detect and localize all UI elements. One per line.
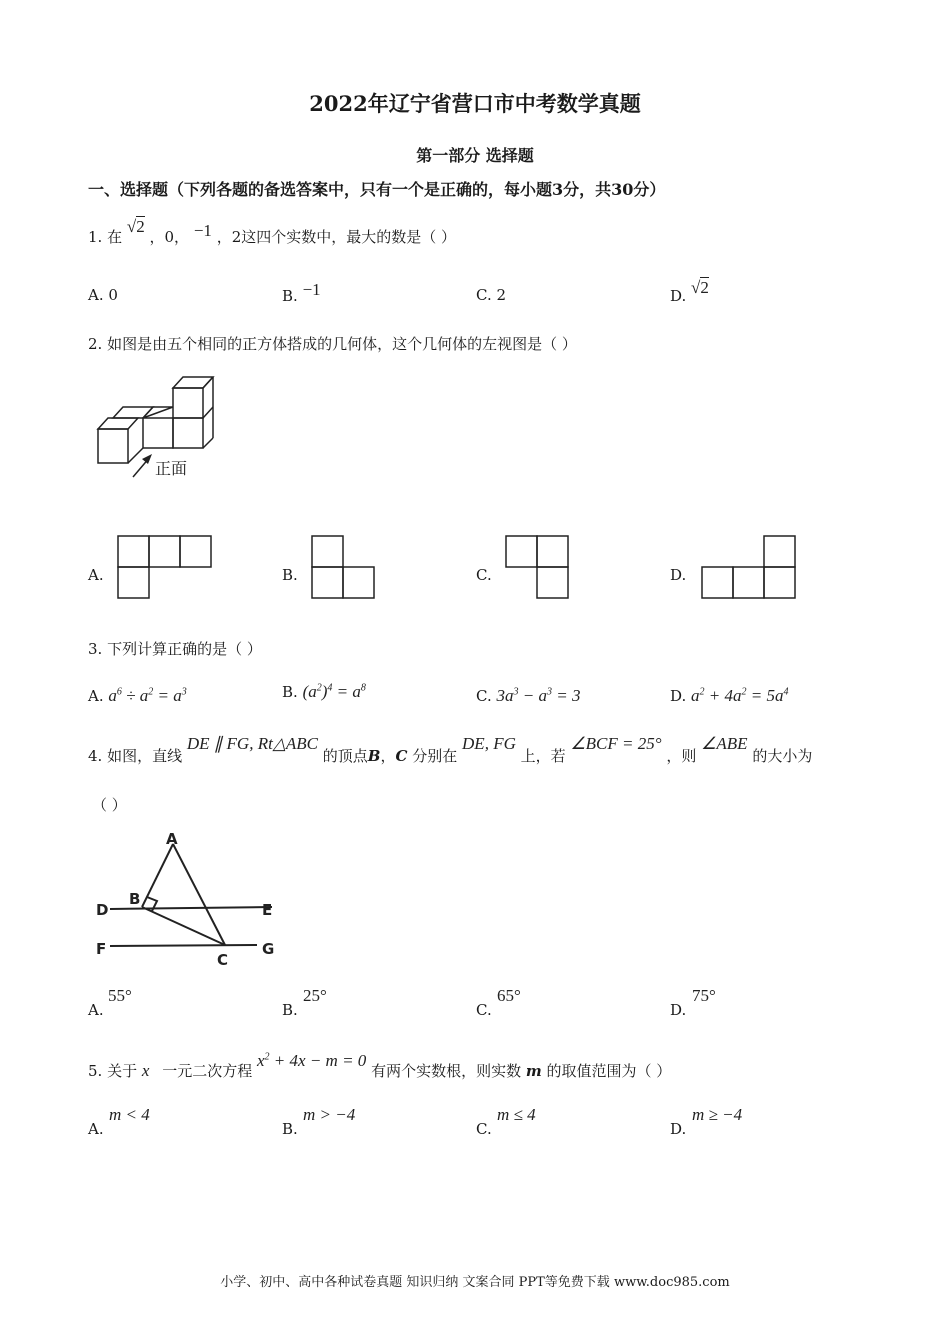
q2-option-d-figure [701,535,798,600]
question-3: 3. 下列计算正确的是（ ） [88,640,262,658]
question-5 [88,1051,672,1081]
q4-option-a-value: 55° [108,986,132,1005]
q4-option-a: A. [88,1001,104,1019]
q5-option-b: B. [282,1120,298,1138]
label-e: E [262,901,273,919]
q2-option-a-figure [117,535,214,600]
front-label: 正面 [155,459,188,478]
page-footer: 小学、初中、高中各种试卷真题 知识归纳 文案合同 PPT等免费下载 www.doc985.com [220,1275,730,1290]
q4-option-c: C. [476,1001,492,1019]
q1-text-mid2: ，2这四个实数中，最大的数是（ ） [216,228,457,246]
q1-text-mid1: ，0， [149,228,190,246]
q3-option-a-label: A. [88,687,104,705]
triangle-parallel-figure [92,830,282,975]
q4-math-angle-abe: ∠ABE [701,734,748,753]
q4-option-d-value: 75° [692,986,716,1005]
q5-option-d: D. [670,1120,687,1138]
q3-option-a [88,686,187,706]
q2-option-b-figure [311,535,377,600]
q5-equation: $x^2 + 4x - m = 0$ [257,1051,367,1070]
question-2: 2. 如图是由五个相同的正方体搭成的几何体，这个几何体的左视图是（ ） [88,335,577,353]
q4-text-1: 的顶点 [322,747,368,765]
label-g: G [262,940,275,958]
q1-option-a: A. 0 [88,286,118,304]
q1-neg-one: −1 [193,221,212,240]
q3-option-c-label: C. [476,687,492,705]
q5-option-b-value: m > −4 [303,1105,356,1124]
q4-text-2: 分别在 [412,747,458,765]
q3-option-b-expr: $(a^2)^4 = a^8$ [302,682,366,701]
q4-prefix: 4. 如图，直线 [88,747,183,765]
q5-option-c: C. [476,1120,492,1138]
q5-text-3: 的取值范围为（ ） [546,1062,672,1080]
q5-option-a-value: m < 4 [109,1105,150,1124]
q3-option-d-expr: $a^2 + 4a^2 = 5a^4$ [691,686,789,705]
q1-option-b [282,280,321,306]
q4-point-c: C [395,747,408,765]
label-f: F [96,940,107,958]
q2-option-b: B. [282,566,298,584]
q1-option-b-label: B. [282,287,298,305]
q5-var-x: x [141,1061,150,1080]
q5-option-c-value: m ≤ 4 [497,1105,536,1124]
label-d: D [96,901,109,919]
q4-option-c-value: 65° [497,986,521,1005]
q3-option-d-label: D. [670,687,687,705]
q4-text-3: 上，若 [520,747,566,765]
cube-figure [95,372,235,482]
q4-answer-paren: （ ） [92,796,127,814]
q1-option-d-radicand: 2 [700,278,709,297]
sqrt-two: √2 [126,217,145,236]
q1-prefix: 1. 在 [88,228,123,246]
label-a: A [166,830,178,848]
q1-option-d-label: D. [670,287,687,305]
q5-option-d-value: m ≥ −4 [692,1105,743,1124]
q4-math-lines: DE ∥ FG, Rt△ABC [186,734,318,753]
q2-option-d: D. [670,566,687,584]
q3-option-d [670,686,789,706]
q4-option-d: D. [670,1001,687,1019]
q4-option-b: B. [282,1001,298,1019]
label-c: C [217,951,229,969]
q2-option-c-figure [505,535,571,600]
label-b: B [129,890,141,908]
q5-prefix: 5. 关于 [88,1062,138,1080]
q4-point-b: B [367,747,381,765]
part-heading: 第一部分 选择题 [416,146,534,165]
q1-option-d-value: √2 [691,278,709,297]
q2-option-a: A. [88,566,104,584]
q4-math-de-fg: DE, FG [462,734,516,753]
sqrt-radicand: 2 [136,217,145,236]
q2-option-c: C. [476,566,492,584]
question-4: 4. 如图，直线 DE ∥ FG, Rt△ABC 的顶点B，C 分别在 DE, FG 上，若 ∠BCF = 25° ，则 ∠ABE 的大小为 [88,734,813,765]
q5-var-m: m [525,1062,542,1080]
q3-option-c-expr: $3a^3 - a^3 = 3$ [496,686,581,705]
q3-option-b [282,682,366,702]
q4-text-5: 的大小为 [752,747,813,765]
page-title: 2022年辽宁省营口市中考数学真题 [309,91,641,116]
q1-option-c: C. 2 [476,286,507,304]
q1-option-d [670,278,709,306]
q1-option-b-value: −1 [302,280,321,299]
q5-option-a: A. [88,1120,104,1138]
q5-text-2: 有两个实数根，则实数 [371,1062,522,1080]
q3-option-a-expr: $a^6 \div a^2 = a^3$ [108,686,187,705]
q3-option-b-label: B. [282,683,298,701]
q4-text-4: ，则 [666,747,697,765]
section-heading: 一、选择题（下列各题的备选答案中，只有一个是正确的，每小题3分，共30分） [88,180,666,199]
q4-option-b-value: 25° [303,986,327,1005]
question-1 [88,217,457,247]
q5-text-1: 一元二次方程 [162,1062,253,1080]
q4-math-angle-bcf: ∠BCF = 25° [570,734,662,753]
q3-option-c [476,686,580,706]
